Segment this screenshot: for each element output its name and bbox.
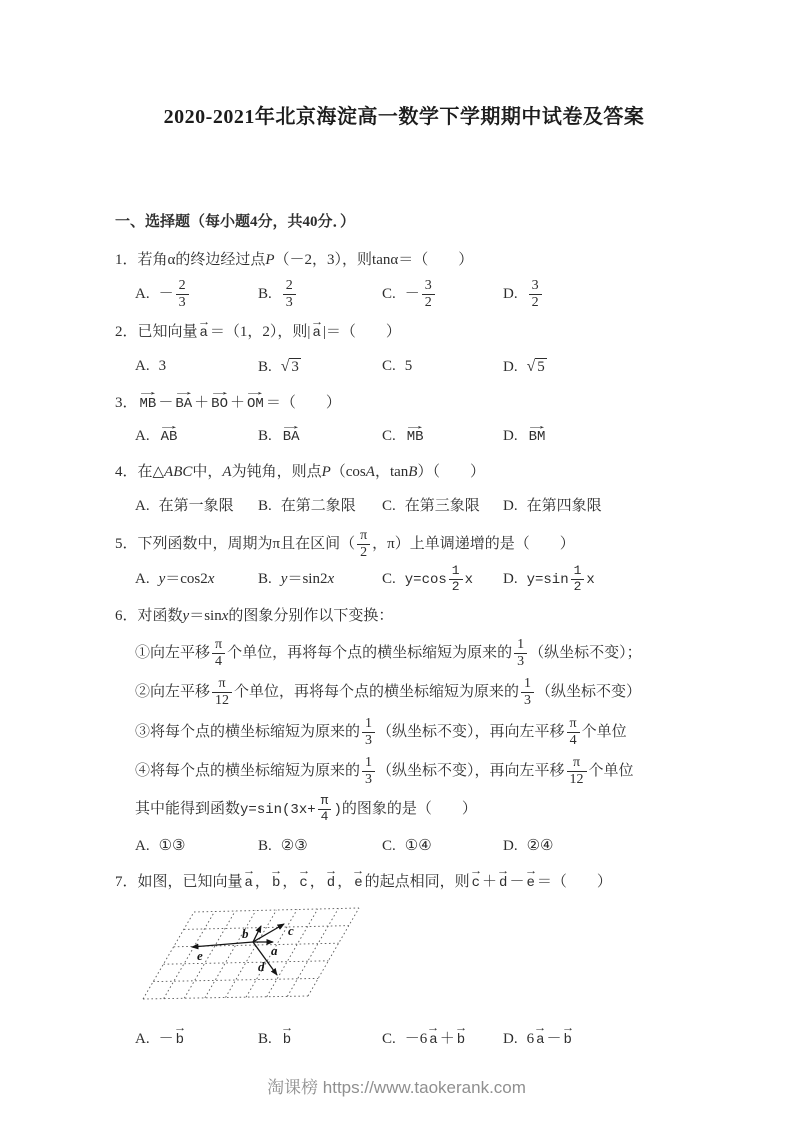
- vector-arrow-icon: →: [530, 420, 544, 433]
- question-4-option-B: [258, 491, 382, 521]
- vector-label-e: e: [197, 948, 203, 963]
- text-run: x: [327, 571, 335, 588]
- vector-arrow-icon: →: [199, 316, 208, 329]
- text-run: y: [182, 607, 190, 624]
- vector-arrow-icon: →: [248, 387, 263, 400]
- fraction: $\frac{1}{2}$: [449, 564, 463, 595]
- text-run: ，: [254, 873, 270, 890]
- vector-arrow-icon: →: [536, 1023, 545, 1036]
- text-run: ＝cos2: [165, 571, 208, 588]
- vector-a: → a: [312, 316, 321, 342]
- text-run: 4．在△: [115, 464, 165, 481]
- fraction: $\frac{3}{2}$: [422, 278, 435, 311]
- question-4-stem-1: [115, 458, 693, 487]
- option-label: C.: [382, 1031, 396, 1047]
- question-6-stem-5: [115, 755, 693, 788]
- option-label: A.: [135, 286, 150, 303]
- vector-d: → d: [499, 865, 508, 891]
- question-4-option-D: [503, 491, 693, 521]
- text-run: 1．若角α的终边经过点: [115, 252, 266, 268]
- option-label: C.: [382, 837, 396, 854]
- question-4-option-C: [382, 491, 503, 521]
- text-run: 的图象的是（ ）: [341, 800, 477, 817]
- footer-watermark: 淘课榜 https://www.taokerank.com: [267, 1078, 526, 1097]
- text-run: 个单位: [588, 762, 634, 779]
- question-3-option-D: [503, 421, 693, 451]
- vector-e: → e: [526, 865, 535, 891]
- fraction: $\frac{\pi}{4}$: [212, 637, 225, 670]
- text-run: ①④: [404, 837, 432, 854]
- dotted-grid: [143, 908, 359, 999]
- text-run: 其中能得到函数: [135, 800, 241, 817]
- vector-arrow-icon: →: [457, 1023, 465, 1036]
- option-label: C.: [382, 286, 396, 303]
- question-5-options: [115, 564, 693, 595]
- question-1-option-C: [382, 278, 503, 311]
- vector-b: → b: [175, 1023, 185, 1048]
- question-7-option-B: [258, 1024, 382, 1054]
- question-3-stem-1: [115, 389, 693, 418]
- text-run: |＝（ ）: [322, 324, 401, 341]
- fraction: $\frac{\pi}{2}$: [357, 528, 370, 561]
- vector-arrow-icon: →: [354, 865, 363, 878]
- vector-arrow-icon: →: [162, 420, 176, 433]
- question-6: [115, 602, 693, 861]
- question-5: [115, 528, 693, 595]
- text-run: ＋: [439, 1031, 455, 1047]
- fraction: $\frac{3}{2}$: [529, 278, 542, 311]
- text-run: 2．已知向量: [115, 324, 198, 341]
- text-run: P: [265, 252, 275, 268]
- text-run: 为钝角，则点: [231, 464, 322, 481]
- question-1-option-A: [135, 278, 258, 311]
- option-label: C.: [382, 497, 396, 514]
- question-3-option-A: [135, 421, 258, 451]
- fraction: $\frac{\pi}{4}$: [567, 716, 580, 749]
- question-4-option-A: [135, 491, 258, 521]
- vector-c: → c: [299, 865, 308, 891]
- text-run: ，tan: [374, 464, 409, 481]
- text-run: ②③: [280, 837, 308, 854]
- text-run: 在第三象限: [404, 497, 480, 514]
- text-run: 3．: [115, 395, 138, 412]
- vector-label-a: a: [271, 943, 278, 958]
- fraction: $\frac{1}{3}$: [362, 716, 375, 749]
- option-label: A.: [135, 837, 150, 854]
- vector-BO: → BO: [211, 387, 228, 413]
- fraction: $\frac{\pi}{12}$: [567, 755, 587, 788]
- fraction: $\frac{1}{3}$: [362, 755, 375, 788]
- text-run: ＋: [229, 395, 245, 412]
- vector-arrow-icon: →: [327, 865, 335, 878]
- text-run: ＝sin2: [287, 571, 328, 588]
- vector-AB: → AB: [160, 420, 178, 446]
- vector-MB: → MB: [139, 387, 157, 413]
- question-5-stem-1: [115, 528, 693, 561]
- question-6-stem-2: [115, 637, 693, 670]
- option-label: D.: [503, 286, 518, 303]
- vector-arrow-icon: →: [284, 420, 299, 433]
- vector-a: → a: [199, 316, 208, 342]
- question-5-option-B: [258, 564, 382, 594]
- option-label: D.: [503, 837, 518, 854]
- vector-a: → a: [244, 865, 253, 891]
- text-run: （纵坐标不变）: [536, 684, 642, 701]
- vector-arrow-icon: →: [499, 865, 508, 878]
- question-5-option-C: [382, 564, 503, 595]
- vector-grid-svg: [140, 901, 430, 1015]
- text-run: 6: [526, 1031, 535, 1047]
- vector-arrow-icon: →: [299, 865, 308, 878]
- text-run: 个单位，再将每个点的横坐标缩短为原来的: [227, 645, 513, 662]
- text-run: 5．下列函数中，周期为π且在区间（: [115, 535, 356, 552]
- text-run: ，π）上单调递增的是（ ）: [372, 535, 575, 552]
- text-run: 7．如图，已知向量: [115, 873, 243, 890]
- question-6-stem-3: [115, 676, 693, 709]
- option-label: A.: [135, 428, 150, 445]
- question-2-option-B: [258, 351, 382, 383]
- question-3: [115, 389, 693, 451]
- option-label: D.: [503, 1031, 518, 1047]
- question-2: [115, 318, 693, 382]
- text-run: ＋: [482, 873, 498, 890]
- text-run: x: [586, 571, 595, 588]
- question-3-option-C: [382, 421, 503, 451]
- text-run: ＝（1，2），则|: [209, 324, 311, 341]
- vector-BA: → BA: [175, 387, 193, 413]
- text-run: ④将每个点的横坐标缩短为原来的: [135, 762, 361, 779]
- question-2-option-D: [503, 351, 693, 383]
- question-6-stem-1: [115, 602, 693, 631]
- text-run: 个单位，再将每个点的横坐标缩短为原来的: [234, 684, 520, 701]
- question-6-options: [115, 831, 693, 861]
- question-2-stem-1: [115, 318, 693, 347]
- text-run: ABC: [164, 464, 193, 481]
- section-heading: 一、选择题（每小题4分，共40分．）: [115, 214, 356, 230]
- text-run: A: [365, 464, 375, 481]
- text-run: ，: [337, 873, 353, 890]
- text-run: ＝sin: [189, 607, 222, 624]
- fraction: $\frac{2}{3}$: [283, 278, 296, 311]
- question-3-options: [115, 421, 693, 451]
- text-run: x: [207, 571, 215, 588]
- text-run: 在第二象限: [280, 497, 356, 514]
- vector-b: → b: [271, 865, 281, 891]
- text-run: ＝（ ）: [536, 873, 612, 890]
- vector-MB: → MB: [406, 420, 424, 446]
- option-label: B.: [258, 837, 272, 854]
- text-run: B: [408, 464, 418, 481]
- option-label: B.: [258, 286, 272, 303]
- vector-arrow-icon: →: [176, 1023, 184, 1036]
- text-run: －: [546, 1031, 562, 1047]
- text-run: －: [158, 395, 174, 412]
- text-run: （cos: [330, 464, 366, 481]
- vector-arrow-icon: →: [526, 865, 535, 878]
- text-run: ): [333, 801, 342, 818]
- text-run: ①③: [158, 837, 186, 854]
- text-run: ①向左平移: [135, 645, 211, 662]
- text-run: A: [222, 464, 232, 481]
- text-run: －: [158, 286, 174, 303]
- vector-d: → d: [326, 865, 336, 891]
- fraction: $\frac{1}{3}$: [514, 637, 527, 670]
- question-2-option-C: [382, 351, 503, 381]
- question-2-options: [115, 351, 693, 383]
- text-run: －: [404, 286, 420, 303]
- text-run: y=sin: [526, 571, 569, 588]
- question-1-option-B: [258, 278, 382, 311]
- vector-arrow-icon: →: [563, 1023, 572, 1036]
- vector-arrow-icon: →: [429, 1023, 438, 1036]
- text-run: x: [464, 571, 473, 588]
- text-run: 个单位: [581, 723, 627, 740]
- option-label: D.: [503, 497, 518, 514]
- text-run: ，: [282, 873, 298, 890]
- question-1-options: [115, 278, 693, 311]
- question-7-option-A: [135, 1024, 258, 1054]
- vector-arrow-icon: →: [212, 387, 227, 400]
- question-6-stem-6: [115, 794, 693, 825]
- vector-e: → e: [354, 865, 363, 891]
- option-label: C.: [382, 428, 396, 445]
- text-run: 中，: [192, 464, 223, 481]
- text-run: ＝（ ）: [265, 395, 341, 412]
- vector-arrow-icon: →: [244, 865, 253, 878]
- text-run: 6．对函数: [115, 607, 183, 624]
- option-label: B.: [258, 1031, 272, 1047]
- text-run: ②④: [526, 837, 554, 854]
- question-6-option-D: [503, 831, 693, 861]
- option-label: A.: [135, 497, 150, 514]
- text-run: （纵坐标不变），再向左平移: [377, 723, 565, 740]
- option-label: D.: [503, 570, 518, 587]
- question-4-options: [115, 491, 693, 521]
- text-run: P: [321, 464, 331, 481]
- text-run: 在第一象限: [158, 497, 234, 514]
- vector-BA: → BA: [282, 420, 300, 446]
- text-run: y: [280, 571, 288, 588]
- vector-BM: → BM: [528, 420, 546, 446]
- question-6-option-B: [258, 831, 382, 861]
- text-run: 的起点相同，则: [364, 873, 470, 890]
- question-6-option-C: [382, 831, 503, 861]
- vector-a: → a: [536, 1023, 545, 1048]
- vector-label-c: c: [288, 923, 294, 938]
- question-2-option-A: [135, 351, 258, 381]
- text-run: －6: [404, 1031, 428, 1047]
- text-run: y: [158, 571, 166, 588]
- question-1-option-D: [503, 278, 693, 311]
- vector-arrow-icon: →: [312, 316, 321, 329]
- text-run: ②向左平移: [135, 684, 211, 701]
- vector-label-b: b: [242, 926, 249, 941]
- vector-arrow-icon: →: [408, 420, 423, 433]
- question-5-option-D: [503, 564, 693, 595]
- fraction: $\frac{\pi}{4}$: [318, 794, 332, 825]
- option-label: A.: [135, 358, 150, 375]
- option-label: B.: [258, 358, 272, 375]
- question-1: [115, 246, 693, 311]
- text-run: （－2，3），则tanα＝（ ）: [274, 252, 474, 268]
- question-6-stem-4: [115, 716, 693, 749]
- text-run: ，: [309, 873, 325, 890]
- option-label: A.: [135, 1031, 150, 1047]
- question-7-stem-1: [115, 865, 693, 897]
- vector-arrow-icon: →: [140, 387, 155, 400]
- questions-list: [115, 246, 693, 1054]
- option-label: B.: [258, 428, 272, 445]
- question-7-options: [115, 1024, 693, 1054]
- vector-arrow-icon: →: [272, 865, 280, 878]
- text-run: 5: [404, 358, 413, 375]
- option-label: B.: [258, 571, 272, 588]
- option-label: C.: [382, 570, 396, 587]
- vector-grid-figure: [140, 901, 693, 1020]
- vector-OM: → OM: [247, 387, 264, 413]
- text-run: y=sin(3x+: [240, 801, 316, 818]
- fraction: $\frac{2}{3}$: [176, 278, 189, 311]
- text-run: ③将每个点的横坐标缩短为原来的: [135, 723, 361, 740]
- option-label: D.: [503, 358, 518, 375]
- question-4: [115, 458, 693, 520]
- text-run: x: [221, 607, 229, 624]
- question-5-option-A: [135, 564, 258, 594]
- radical: √ 5: [526, 357, 545, 375]
- fraction: $\frac{1}{2}$: [571, 564, 585, 595]
- text-run: 的图象分别作以下变换：: [228, 607, 394, 624]
- text-run: y=cos: [404, 571, 447, 588]
- vector-b: → b: [282, 1023, 292, 1048]
- radical: √ 3: [280, 357, 299, 375]
- vector-b: → b: [563, 1023, 572, 1048]
- text-run: ＋: [194, 395, 210, 412]
- vector-c: → c: [471, 865, 481, 891]
- question-7-option-D: [503, 1024, 693, 1054]
- fraction: $\frac{1}{3}$: [521, 676, 534, 709]
- page-title: 2020-2021年北京海淀高一数学下学期期中试卷及答案: [163, 106, 645, 128]
- vector-label-d: d: [258, 959, 265, 974]
- text-run: －: [509, 873, 525, 890]
- text-run: －: [158, 1031, 174, 1047]
- question-1-stem-1: [115, 246, 693, 275]
- fraction: $\frac{\pi}{12}$: [212, 676, 232, 709]
- question-7: [115, 865, 693, 1054]
- vector-b: → b: [456, 1023, 466, 1048]
- option-label: D.: [503, 428, 518, 445]
- question-7-option-C: [382, 1024, 503, 1054]
- vector-arrow-icon: →: [176, 387, 191, 400]
- question-3-option-B: [258, 421, 382, 451]
- vector-a: → a: [429, 1023, 438, 1048]
- vector-arrow-e: [192, 942, 253, 947]
- text-run: （纵坐标不变），再向左平移: [377, 762, 565, 779]
- vector-arrow-icon: →: [283, 1023, 291, 1036]
- option-label: C.: [382, 358, 396, 375]
- question-6-option-A: [135, 831, 258, 861]
- option-label: B.: [258, 497, 272, 514]
- text-run: 3: [158, 358, 167, 375]
- text-run: 在第四象限: [526, 497, 602, 514]
- vector-arrow-icon: →: [472, 865, 480, 878]
- option-label: A.: [135, 571, 150, 588]
- text-run: （纵坐标不变）；: [529, 645, 642, 662]
- text-run: ）（ ）: [417, 464, 485, 481]
